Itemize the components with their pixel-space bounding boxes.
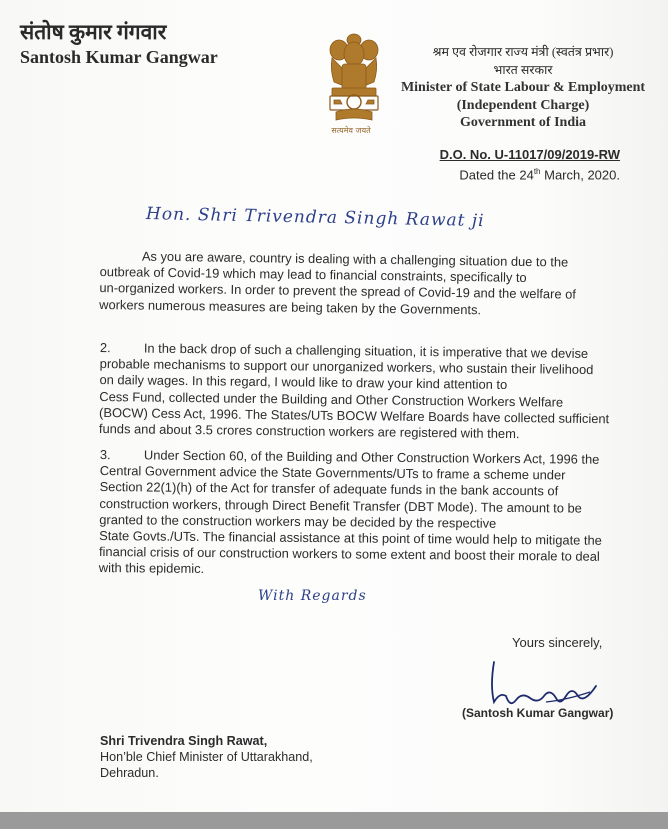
paragraph-line: State Govts./UTs. The financial assistance at this point of time would help to mitigate the xyxy=(99,528,602,548)
paragraph-line: funds and about 3.5 crores construction workers are registered with them. xyxy=(98,421,520,442)
signer-name: (Santosh Kumar Gangwar) xyxy=(462,706,614,720)
page-bottom-edge xyxy=(0,812,668,829)
paragraph-line: construction workers, through Direct Benefit Transfer (DBT Mode). The amount to be xyxy=(99,495,582,516)
sender-name-hindi: संतोष कुमार गंगवार xyxy=(20,20,167,44)
paragraph-line: on daily wages. In this regard, I would like to draw your kind attention to xyxy=(99,372,508,393)
closing-line: Yours sincerely, xyxy=(512,635,603,650)
do-number: D.O. No. U-11017/09/2019-RW xyxy=(439,147,620,162)
paragraph-line: workers numerous measures are being taken by the Governments. xyxy=(99,296,482,317)
paragraph-2 xyxy=(99,340,618,444)
letter-date: Dated the 24th March, 2020. xyxy=(459,167,620,183)
paragraph-line: financial crisis of our construction workers to some extent and boost their morale to deal xyxy=(98,544,600,565)
paragraph-number: 2. xyxy=(99,340,111,356)
paragraph-3 xyxy=(99,447,618,582)
paragraph-line: As you are aware, country is dealing with a challenging situation due to the xyxy=(141,248,569,270)
paragraph-1 xyxy=(99,248,618,320)
emblem-caption: सत्यमेव जयते xyxy=(331,126,371,135)
handwritten-salutation: Hon. Shri Trivendra Singh Rawat ji xyxy=(145,204,485,232)
government-english: Government of India xyxy=(460,115,586,130)
paragraph-line: un-organized workers. In order to prevent the spread of Covid-19 and the welfare of xyxy=(99,280,577,303)
designation-english: Minister of State Labour & Employment xyxy=(400,80,646,95)
paragraph-line: with this epidemic. xyxy=(98,560,205,577)
recipient-name: Shri Trivendra Singh Rawat, xyxy=(100,734,268,748)
paragraph-line: outbreak of Covid-19 which may lead to financial constraints, specifically to xyxy=(99,264,527,286)
paragraph-line: 3. Under Section 60, of the Building and Other Construction Workers Act, 1996 the xyxy=(99,447,600,467)
paragraph-line: (BOCW) Cess Act, 1996. The States/UTs BOCW Welfare Boards have collected sufficient xyxy=(99,404,610,427)
paragraph-line: Cess Fund, collected under the Building and Other Construction Workers Welfare xyxy=(99,388,564,410)
ministry-header xyxy=(380,44,666,132)
signature-icon xyxy=(486,656,601,712)
paragraph-number: 3. xyxy=(99,447,111,463)
handwritten-regards: With Regards xyxy=(258,588,367,604)
paragraph-line: Section 22(1)(h) of the Act for transfer of adequate funds in the bank accounts of xyxy=(99,479,559,499)
sender-name-english: Santosh Kumar Gangwar xyxy=(20,47,218,67)
recipient-title: Hon’ble Chief Minister of Uttarakhand, xyxy=(100,750,313,764)
reference-block xyxy=(440,146,620,183)
charge-english: (Independent Charge) xyxy=(456,97,590,113)
recipient-address xyxy=(100,733,313,781)
paragraph-line: 2. In the back drop of such a challenging situation, it is imperative that we devise xyxy=(99,340,589,361)
paragraph-line: granted to the construction workers may be decided by the respective xyxy=(99,511,497,531)
recipient-city: Dehradun. xyxy=(100,766,159,780)
paragraph-line: Central Government advice the State Governments/UTs to frame a scheme under xyxy=(99,463,566,483)
designation-hindi: श्रम एव रोजगार राज्य मंत्री (स्वतंत्र प्रभार) xyxy=(432,45,614,59)
government-hindi: भारत सरकार xyxy=(493,62,553,77)
paragraph-line: probable mechanisms to support our unorganized workers, who sustain their livelihood xyxy=(99,356,594,378)
